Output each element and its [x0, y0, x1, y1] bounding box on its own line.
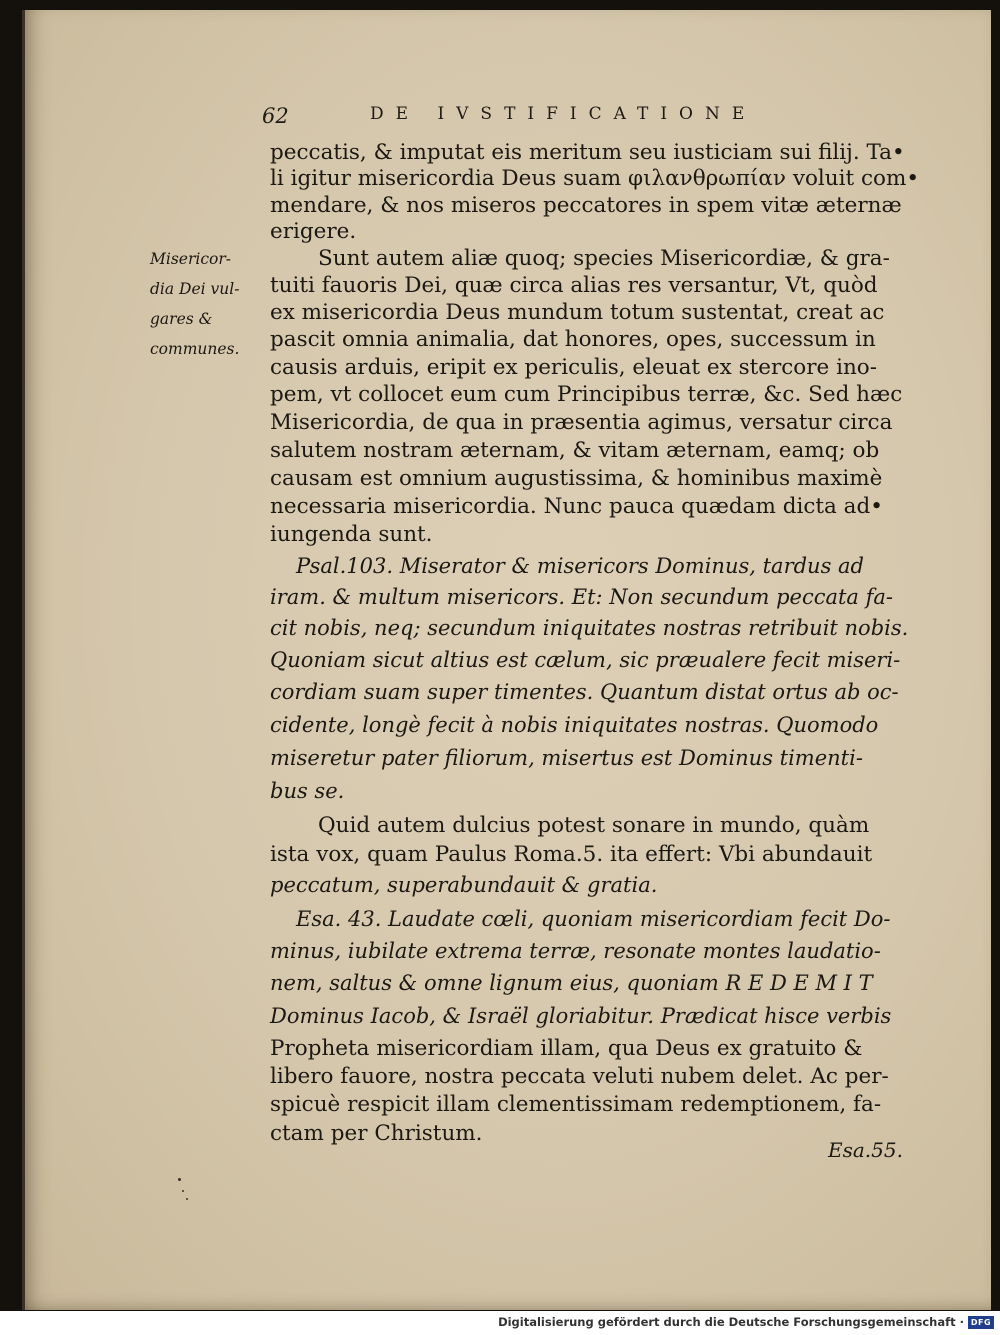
- body-line: spicuè respicit illam clementissimam redemptionem, fa-: [270, 1092, 882, 1117]
- margin-note: [150, 244, 265, 364]
- scripture-line: cordiam suam super timentes. Quantum distat ortus ab oc-: [270, 680, 899, 704]
- body-line: causam est omnium augustissima, & hominibus maximè: [270, 466, 883, 491]
- scripture-line: Psal.103. Miserator & misericors Dominus, tardus ad: [296, 554, 864, 578]
- running-head: [262, 100, 822, 130]
- scripture-line: nem, saltus & omne lignum eius, quoniam R E D E M I T: [270, 971, 873, 995]
- scripture-line: Esa. 43. Laudate cœli, quoniam misericordiam fecit Do-: [296, 907, 891, 931]
- body-line: Quid autem dulcius potest sonare in mundo, quàm: [318, 813, 870, 838]
- page-number: 62: [262, 104, 289, 128]
- body-line: mendare, & nos miseros peccatores in spem vitæ æternæ: [270, 193, 902, 218]
- body-line: pascit omnia animalia, dat honores, opes, successum in: [270, 327, 876, 352]
- margin-note-line: gares &: [150, 310, 213, 328]
- scripture-line: bus se.: [270, 779, 345, 803]
- footer-bar: [0, 1311, 1000, 1335]
- scripture-line: minus, iubilate extrema terræ, resonate montes laudatio-: [270, 939, 881, 963]
- body-line: peccatis, & imputat eis meritum seu iusticiam sui filij. Ta•: [270, 140, 905, 165]
- scripture-line: Dominus Iacob, & Israël gloriabitur. Prædicat hisce verbis: [270, 1004, 892, 1028]
- margin-note-line: dia Dei vul-: [150, 280, 240, 298]
- body-line: libero fauore, nostra peccata veluti nubem delet. Ac per-: [270, 1064, 889, 1089]
- body-line: pem, vt collocet eum cum Principibus terræ, &c. Sed hæc: [270, 382, 903, 407]
- body-line: Propheta misericordiam illam, qua Deus ex gratuito &: [270, 1036, 863, 1061]
- scripture-line: iram. & multum misericors. Et: Non secundum peccata fa-: [270, 585, 894, 609]
- margin-note-line: Misericor-: [150, 250, 231, 268]
- body-line: Misericordia, de qua in præsentia agimus, versatur circa: [270, 410, 893, 435]
- scripture-line: miseretur pater filiorum, misertus est Dominus timenti-: [270, 746, 863, 770]
- margin-note-line: communes.: [150, 340, 240, 358]
- page-gutter: [22, 10, 25, 1310]
- dfg-logo: DFG: [968, 1316, 994, 1329]
- body-line: ista vox, quam Paulus Roma.5. ita effert: Vbi abundauit: [270, 842, 873, 867]
- body-line: salutem nostram æternam, & vitam æternam, eamq; ob: [270, 438, 880, 463]
- body-line: necessaria misericordia. Nunc pauca quædam dicta ad•: [270, 494, 883, 519]
- catchword: Esa.55.: [828, 1138, 903, 1162]
- scan-speck: [178, 1178, 181, 1181]
- scan-speck: [182, 1190, 184, 1192]
- scripture-line: Quoniam sicut altius est cælum, sic præualere fecit miseri-: [270, 648, 901, 672]
- scripture-line: peccatum, superabundauit & gratia.: [270, 873, 658, 897]
- body-line: Sunt autem aliæ quoq; species Misericordiæ, & gra-: [318, 246, 890, 271]
- body-line: iungenda sunt.: [270, 522, 433, 547]
- body-line: causis arduis, eripit ex periculis, eleuat ex stercore ino-: [270, 355, 877, 380]
- running-title: DE IVSTIFICATIONE: [370, 104, 757, 124]
- scripture-line: cit nobis, neq; secundum iniquitates nostras retribuit nobis.: [270, 616, 909, 640]
- body-line: ex misericordia Deus mundum totum sustentat, creat ac: [270, 300, 885, 325]
- body-line: tuiti fauoris Dei, quæ circa alias res versantur, Vt, quòd: [270, 273, 878, 298]
- scripture-line: cidente, longè fecit à nobis iniquitates nostras. Quomodo: [270, 713, 879, 737]
- digitization-credit: Digitalisierung gefördert durch die Deutsche Forschungsgemeinschaft ·: [498, 1315, 964, 1329]
- body-line: erigere.: [270, 219, 357, 244]
- scan-speck: [186, 1198, 188, 1200]
- body-line: li igitur misericordia Deus suam φιλανθρωπίαν voluit com•: [270, 166, 920, 191]
- body-line: ctam per Christum.: [270, 1121, 483, 1146]
